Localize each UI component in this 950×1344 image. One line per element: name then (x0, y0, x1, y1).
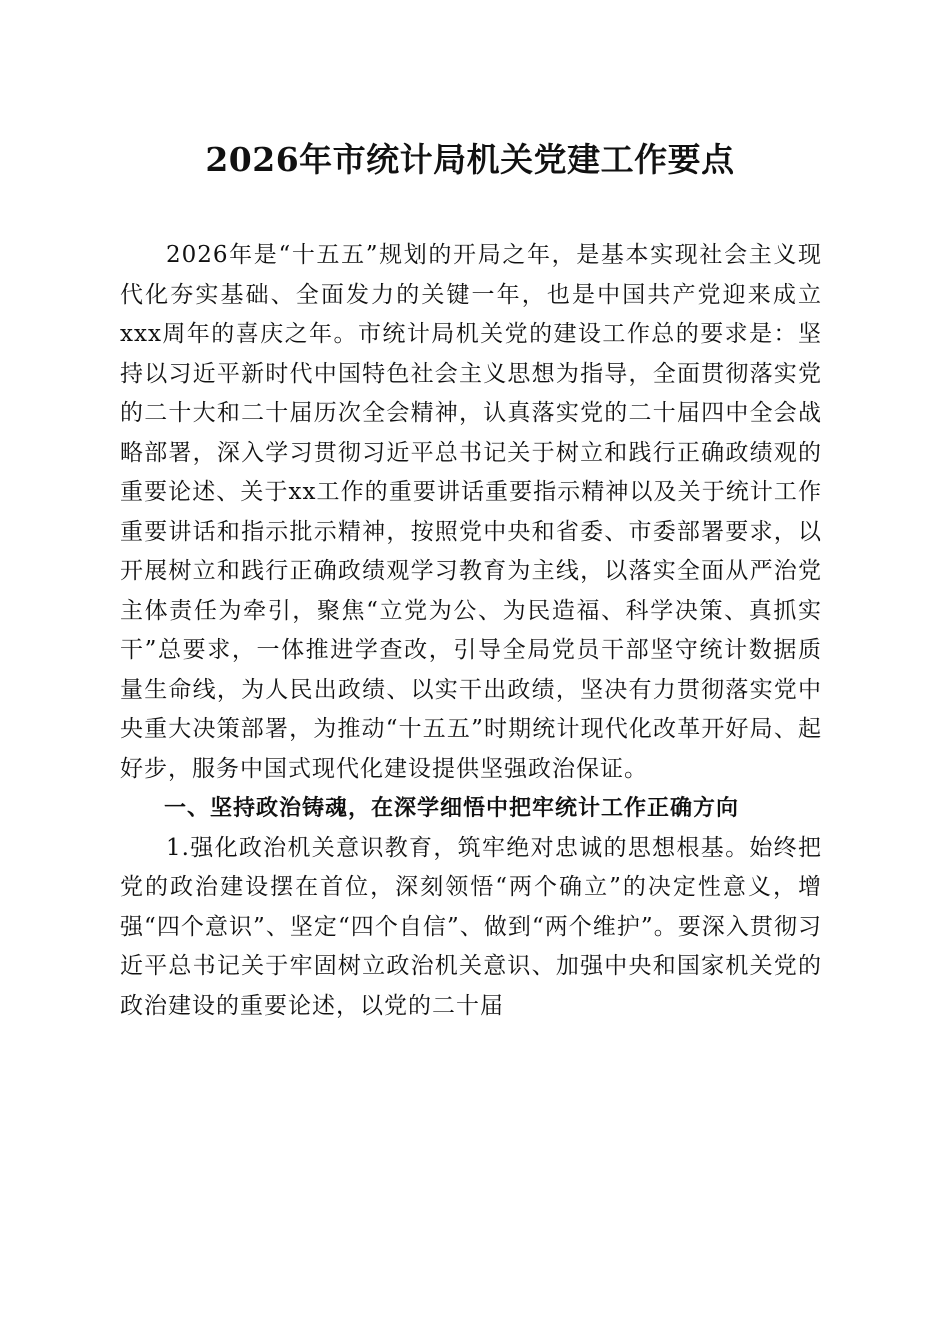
document-title: 2026年市统计局机关党建工作要点 (205, 140, 735, 179)
intro-paragraph: 2026年是“十五五”规划的开局之年，是基本实现社会主义现代化夯实基础、全面发力的关键一年，也是中国共产党迎来成立xxx周年的喜庆之年。市统计局机关党的建设工作总的要求是：坚持以习近平新时代中国特色社会主义思想为指导，全面贯彻落实党的二十大和二十届历次全会精神，认真落实党的二十届四中全会战略部署，深入学习贯彻习近平总书记关于树立和践行正确政绩观的重要论述、关于xx工作的重要讲话重要指示精神以及关于统计工作重要讲话和指示批示精神，按照党中央和省委、市委部署要求，以开展树立和践行正确政绩观学习教育为主线，以落实全面从严治党主体责任为牵引，聚焦“立党为公、为民造福、科学决策、真抓实干”总要求，一体推进学查改，引导全局党员干部坚守统计数据质量生命线，为人民出政绩、以实干出政绩，坚决有力贯彻落实党中央重大决策部署，为推动“十五五”时期统计现代化改革开好局、起好步，服务中国式现代化建设提供坚强政治保证。 (120, 242, 822, 782)
section-1-paragraph: 1.强化政治机关意识教育，筑牢绝对忠诚的思想根基。始终把党的政治建设摆在首位，深刻领悟“两个确立”的决定性意义，增强“四个意识”、坚定“四个自信”、做到“两个维护”。要深入贯彻习近平总书记关于牢固树立政治机关意识、加强中央和国家机关党的政治建设的重要论述，以党的二十届 (120, 834, 822, 1019)
document-body (120, 236, 822, 1026)
section-heading-1: 一、坚持政治铸魂，在深学细悟中把牢统计工作正确方向 (164, 796, 740, 821)
